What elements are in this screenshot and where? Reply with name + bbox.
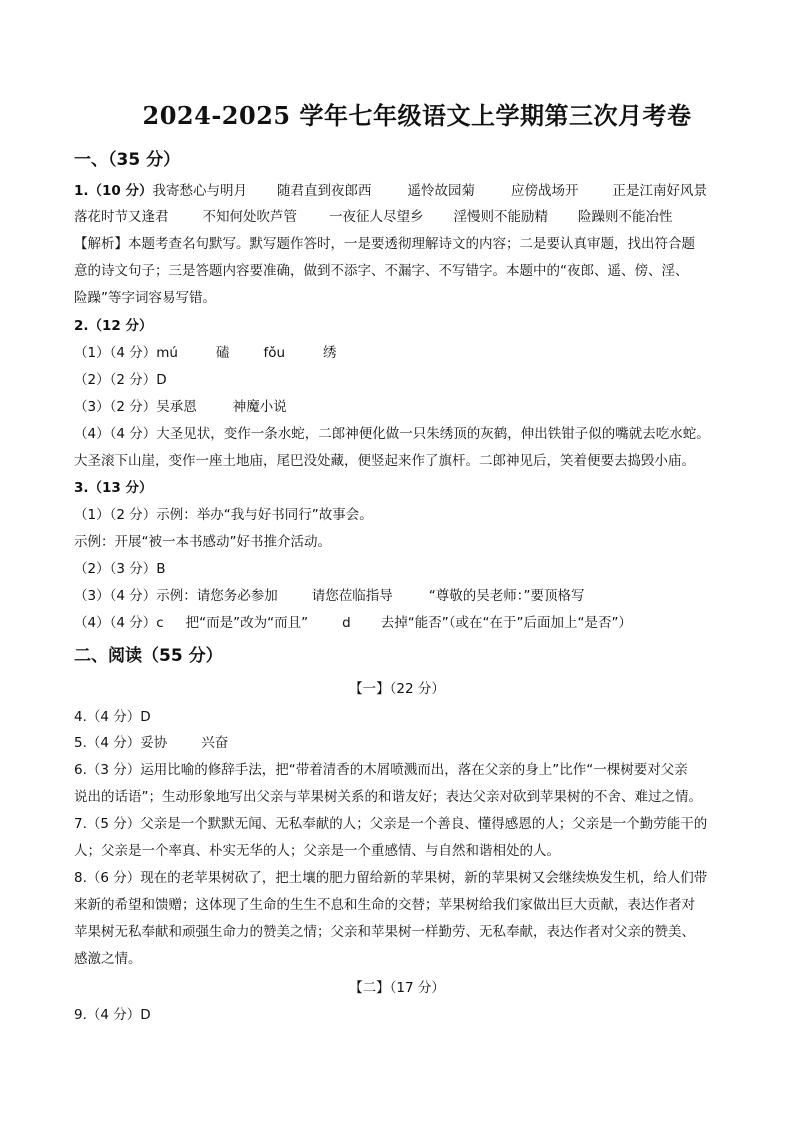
q3-answer-2: （2）（3 分）B	[74, 561, 166, 577]
answer-text: 兴奋	[201, 735, 229, 751]
q1-answer: 遥怜故园菊	[407, 183, 476, 199]
q8-answer-cont: 苹果树无私奉献和顽强生命力的赞美之情；父亲和苹果树一样勤劳、无私奉献，表达作者对父亲的赞美、	[74, 924, 695, 940]
q1-answer: 我寄愁心与明月	[152, 183, 248, 199]
q1-answer: 应傍战场开	[511, 183, 579, 199]
q1-answer: 随君直到夜郎西	[277, 183, 372, 199]
q1-line-2	[74, 205, 673, 225]
q5-answer	[74, 731, 228, 751]
q6-answer-cont: 说出的话语”；生动形象地写出父亲与苹果树关系的和谐友好；表达父亲对砍到苹果树的不舍、难过之情。	[74, 789, 702, 805]
q1-analysis-line: 【解析】本题考查名句默写。默写题作答时，一是要透彻理解诗文的内容；二是要认真审题，找出符合题	[74, 236, 695, 252]
q2-answer-1	[74, 341, 337, 361]
q1-number: 1.（10 分）	[74, 183, 153, 199]
q7-answer-cont: 人；父亲是一个率真、朴实无华的人；父亲是一个重感情、与自然和谐相处的人。	[74, 843, 560, 859]
q2-answer-4-cont: 大圣滚下山崖，变作一座土地庙，尾巴没处藏，便竖起来作了旗杆。二郎神见后，笑着便要去捣毁小庙。	[74, 453, 695, 469]
q4-answer: 4.（4 分）D	[74, 709, 151, 725]
answer-text: 去掉“能否”（或在“在于”后面加上“是否”）	[380, 615, 632, 631]
q1-answer: 落花时节又逢君	[74, 209, 169, 225]
answer-text: fǒu	[263, 345, 286, 361]
q1-answer: 淫慢则不能励精	[453, 209, 548, 225]
answer-text: 请您莅临指导	[311, 588, 393, 604]
q3-answer-3	[74, 584, 584, 604]
q1-answer: 不知何处吹芦管	[202, 209, 297, 225]
q8-answer: 8.（6 分）现在的老苹果树砍了，把土壤的肥力留给新的苹果树，新的苹果树又会继续焕发生机，给人们带	[74, 870, 708, 886]
answer-text: 神魔小说	[232, 399, 287, 415]
section-heading-2: 二、阅读（55 分）	[74, 646, 223, 666]
q1-analysis-line: 意的诗文句子；三是答题内容要准确，做到不添字、不漏字、不写错字。本题中的“夜郎、遥、傍、淫、	[74, 263, 689, 279]
answer-text: “尊敬的吴老师：”要顶格写	[428, 588, 585, 604]
q8-answer-cont: 感激之情。	[74, 951, 142, 967]
answer-text: （4）（4 分）c	[74, 615, 164, 631]
answer-text: （3）（4 分）示例：请您务必参加	[74, 588, 278, 604]
part-heading-2: 【二】（17 分）	[349, 980, 445, 996]
q2-number: 2.（12 分）	[74, 318, 153, 334]
q1-answer: 一夜征人尽望乡	[329, 209, 424, 225]
answer-text: （3）（2 分）吴承恩	[74, 399, 197, 415]
q9-answer: 9.（4 分）D	[74, 1007, 151, 1023]
q8-answer-cont: 来新的希望和馈赠；这体现了生命的生生不息和生命的交替；苹果树给我们家做出巨大贡献，表达作者对	[74, 897, 695, 913]
answer-text: d	[342, 615, 351, 631]
answer-text: 绣	[323, 345, 337, 361]
q3-answer-4	[74, 611, 632, 631]
q1-analysis-line: 险躁”等字词容易写错。	[74, 290, 216, 306]
q1-line-1	[74, 179, 707, 199]
q2-answer-3	[74, 395, 287, 415]
q3-answer-1: （1）（2 分）示例：举办“我与好书同行”故事会。	[74, 507, 373, 523]
q1-answer: 险躁则不能冶性	[578, 209, 673, 225]
q3-number: 3.（13 分）	[74, 480, 153, 496]
answer-text: 把“而是”改为“而且”	[185, 615, 309, 631]
q1-answer: 正是江南好风景	[612, 183, 708, 199]
answer-text: （1）（4 分）mú	[74, 345, 178, 361]
q2-answer-4: （4）（4 分）大圣见状，变作一条水蛇，二郎神便化做一只朱绣顶的灰鹤，伸出铁钳子似的嘴就去吃水蛇。	[74, 426, 710, 442]
q7-answer: 7.（5 分）父亲是一个默默无闻、无私奉献的人；父亲是一个善良、懂得感恩的人；父亲是一个勤劳能干的	[74, 816, 708, 832]
part-heading-1: 【一】（22 分）	[349, 681, 445, 697]
q6-answer: 6.（3 分）运用比喻的修辞手法，把“带着清香的木屑喷溅而出，落在父亲的身上”比作“一棵树要对父亲	[74, 762, 688, 778]
q3-answer-1b: 示例：开展“被一本书感动”好书推介活动。	[74, 534, 331, 550]
answer-text: 磕	[215, 345, 230, 361]
answer-text: 5.（4 分）妥协	[74, 735, 168, 751]
q2-answer-2: （2）（2 分）D	[74, 372, 167, 388]
page-title: 2024-2025 学年七年级语文上学期第三次月考卷	[142, 101, 692, 130]
section-heading-1: 一、（35 分）	[74, 150, 181, 170]
